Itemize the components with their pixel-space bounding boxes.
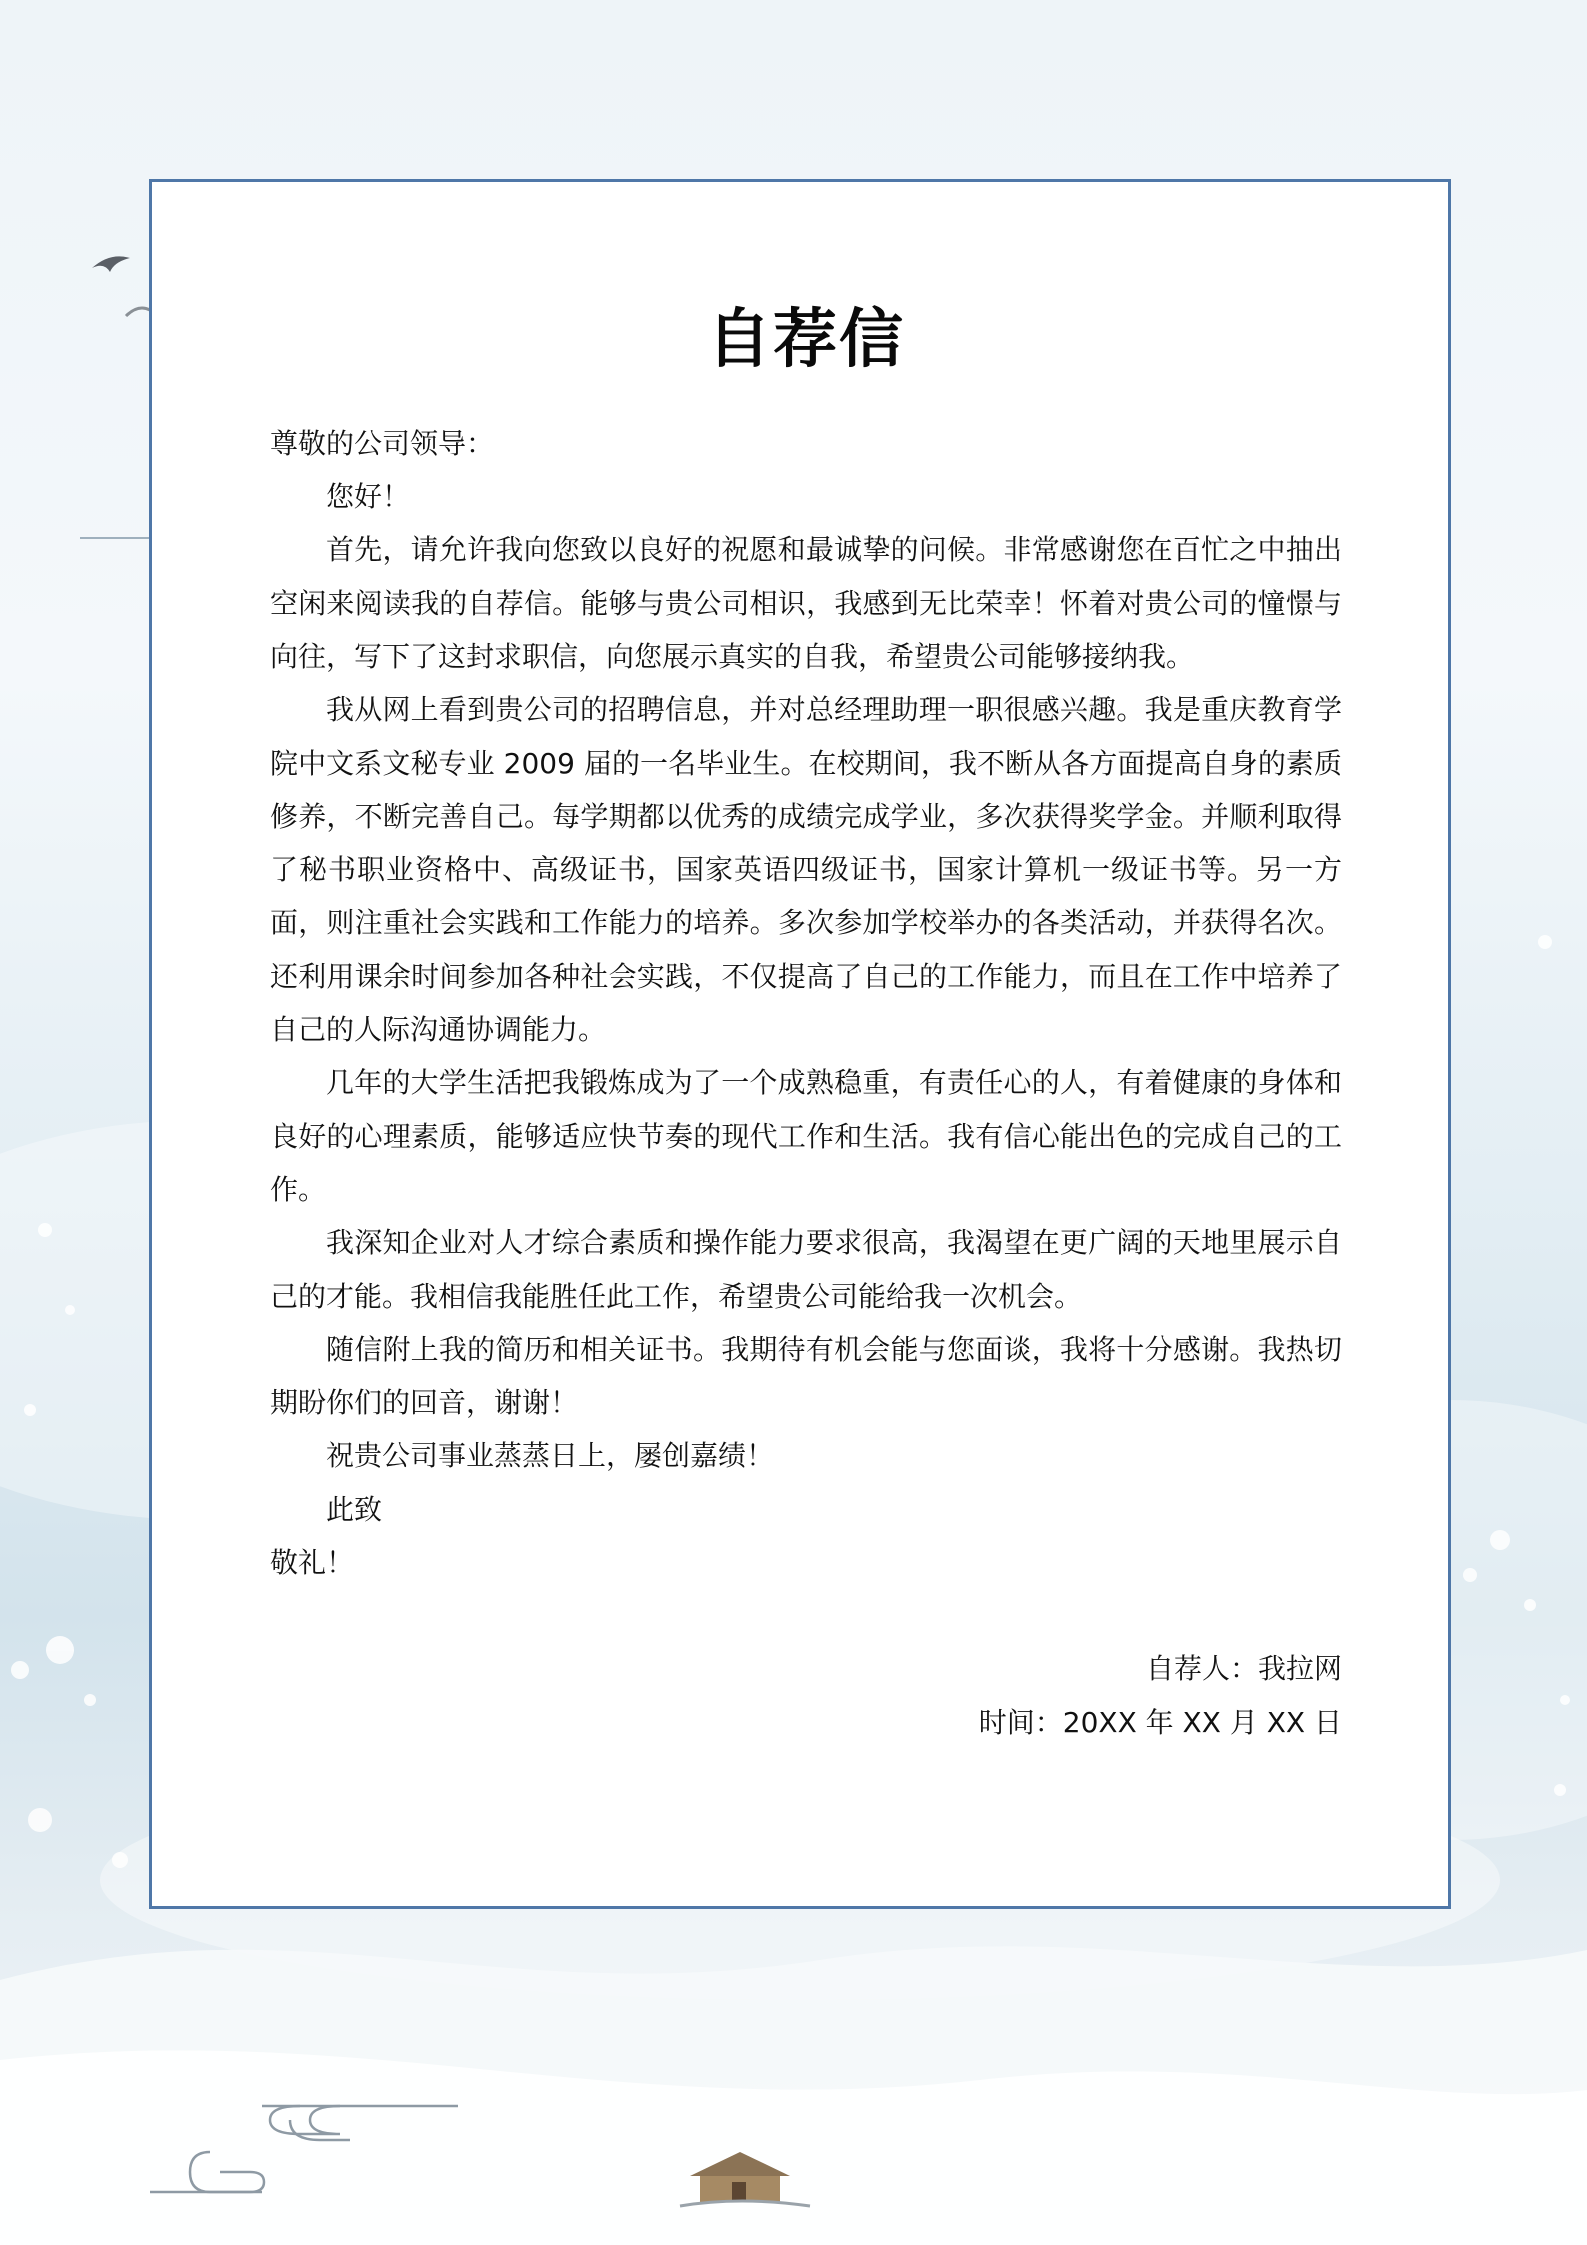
paragraph: 随信附上我的简历和相关证书。我期待有机会能与您面谈，我将十分感谢。我热切期盼你们的回音，谢谢！ [270, 1332, 1342, 1420]
signer: 自荐人：我拉网 [1145, 1652, 1342, 1686]
letter-body [270, 182, 1342, 1749]
closing: 此致 [326, 1492, 383, 1526]
paragraph: 祝贵公司事业蒸蒸日上，屡创嘉绩！ [326, 1439, 775, 1473]
greeting: 您好！ [326, 480, 411, 514]
paragraph: 我深知企业对人才综合素质和操作能力要求很高，我渴望在更广阔的天地里展示自己的才能。我相信我能胜任此工作，希望贵公司能给我一次机会。 [270, 1226, 1342, 1313]
paragraph: 首先，请允许我向您致以良好的祝愿和最诚挚的问候。非常感谢您在百忙之中抽出空闲来阅读我的自荐信。能够与贵公司相识，我感到无比荣幸！怀着对贵公司的憧憬与向往，写下了这封求职信，向您展示真实的自我，希望贵公司能够接纳我。 [270, 533, 1342, 673]
signature-block [270, 1642, 1342, 1749]
date: 时间：20XX 年 XX 月 XX 日 [978, 1705, 1342, 1739]
paragraph: 几年的大学生活把我锻炼成为了一个成熟稳重，有责任心的人，有着健康的身体和良好的心理素质，能够适应快节奏的现代工作和生活。我有信心能出色的完成自己的工作。 [270, 1066, 1342, 1206]
salutation: 尊敬的公司领导： [270, 426, 495, 460]
bird-icon [92, 256, 130, 272]
regards: 敬礼！ [270, 1546, 355, 1580]
paragraph: 我从网上看到贵公司的招聘信息，并对总经理助理一职很感兴趣。我是重庆教育学院中文系文秘专业 2009 届的一名毕业生。在校期间，我不断从各方面提高自身的素质修养，不断完善自己。每学期都以优秀的成绩完成学业，多次获得奖学金。并顺利取得了秘书职业资格中、高级证书，国家英语四级证书，国家计算机一级证书等。另一方面，则注重社会实践和工作能力的培养。多次参加学校举办的各类活动，并获得名次。还利用课余时间参加各种社会实践，不仅提高了自己的工作能力，而且在工作中培养了自己的人际沟通协调能力。 [270, 693, 1342, 1047]
letter-title: 自荐信 [707, 303, 905, 377]
letter-frame [149, 179, 1451, 1909]
